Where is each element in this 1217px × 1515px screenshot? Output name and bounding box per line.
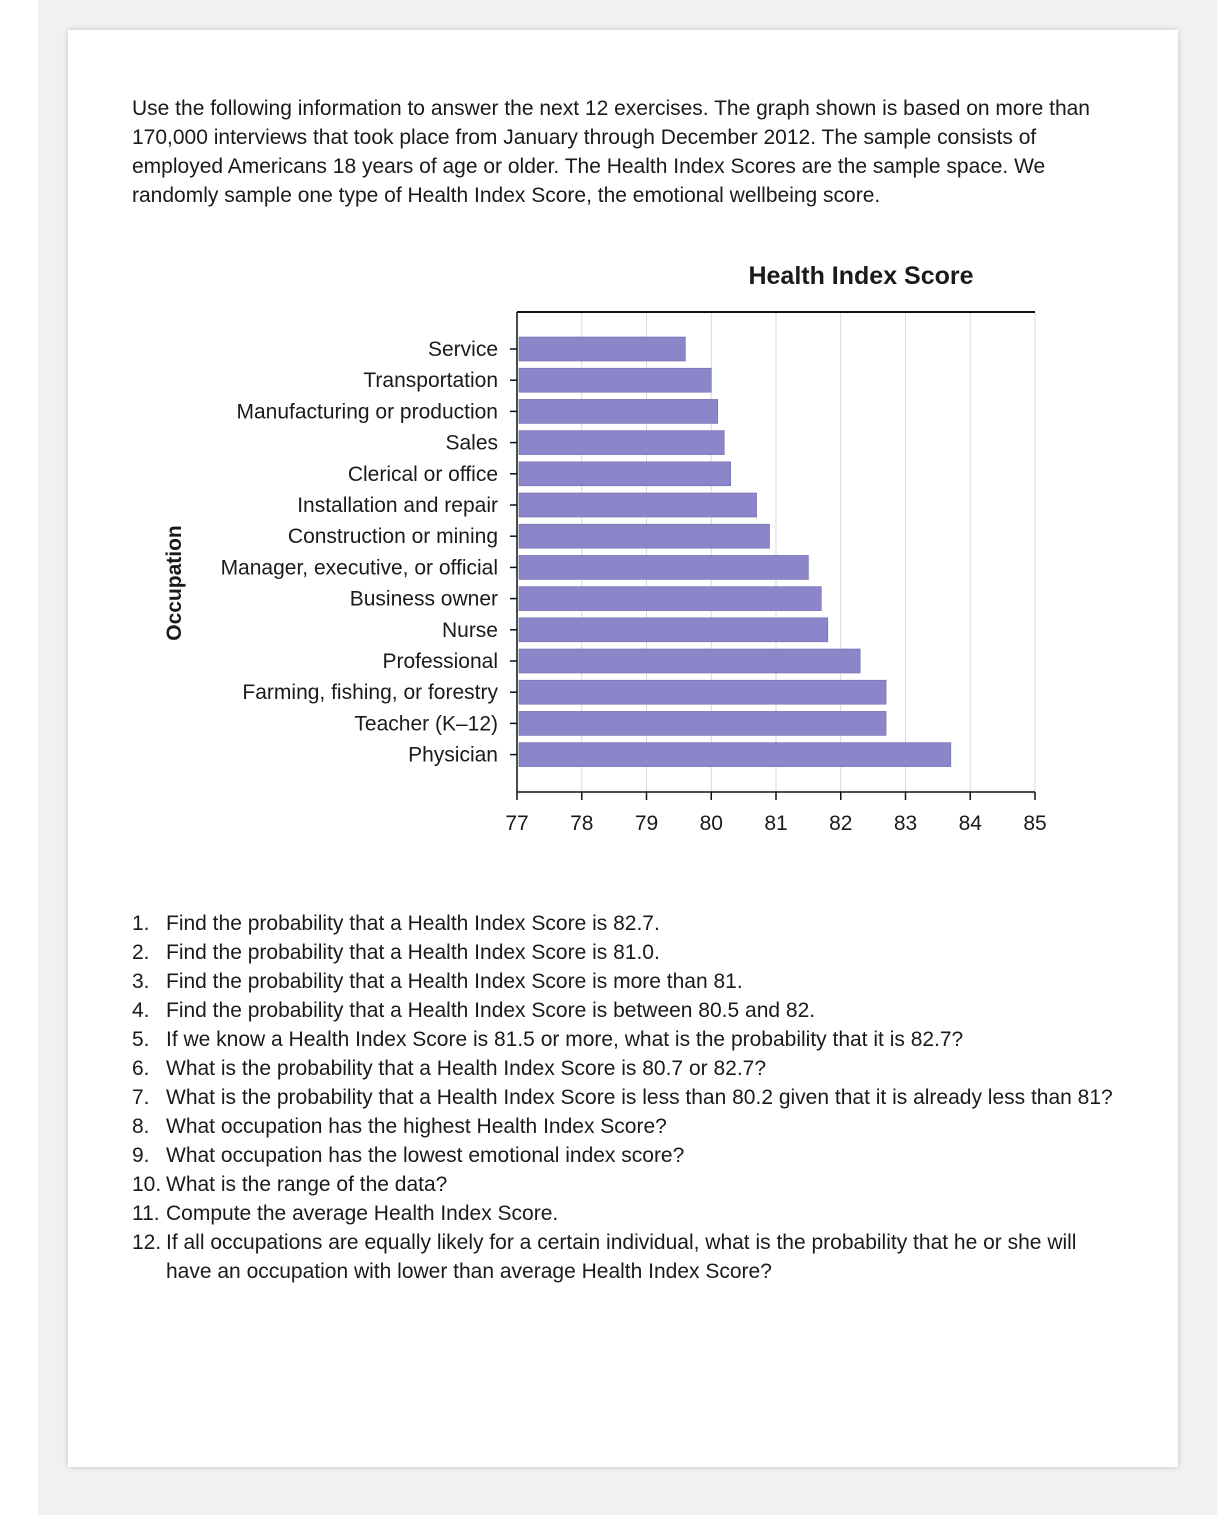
question-number: 8. [132,1115,150,1138]
category-label: Service [427,338,498,361]
intro-paragraph: Use the following information to answer the next 12 exercises. The graph shown is based on more than 170,000 interviews that took place from January through December 2012. The sample consists of employed Americans 18 years of age or older. The Health Index Scores are the sample space. We randomly sample one type of Health Index Score, the emotional wellbeing score. [132,97,1090,207]
document-page [68,30,1178,1467]
x-tick-label: 80 [699,812,723,835]
question-number: 5. [132,1028,150,1051]
category-label: Clerical or office [347,462,498,486]
category-label: Farming, fishing, or forestry [242,681,498,705]
question-item [132,1112,1122,1141]
bar [519,493,757,517]
question-number: 7. [132,1086,150,1109]
question-item [132,996,1122,1025]
question-text: What occupation has the highest Health Index Score? [166,1115,667,1138]
question-item [132,1228,1122,1286]
bar [519,680,886,704]
question-list [132,909,1122,1286]
bar [519,399,718,423]
x-tick-label: 84 [958,812,982,835]
category-label: Construction or mining [287,525,498,549]
bar [519,743,951,767]
chart-title: Health Index Score [748,262,974,290]
question-item [132,1141,1122,1170]
question-text: If all occupations are equally likely for a certain individual, what is the probability that he or she will have an occupation with lower than average Health Index Score? [166,1231,1077,1283]
bar [519,368,711,392]
question-text: Find the probability that a Health Index Score is 82.7. [166,912,660,935]
question-text: Compute the average Health Index Score. [166,1202,559,1225]
x-tick-label: 81 [764,812,788,835]
x-tick-label: 79 [634,812,659,835]
question-item [132,1199,1122,1228]
category-label: Transportation [363,369,498,393]
bar [519,555,808,579]
category-label: Sales [445,431,498,455]
bar [519,711,886,735]
question-text: What occupation has the lowest emotional index score? [166,1144,685,1167]
question-text: Find the probability that a Health Index Score is more than 81. [166,970,743,993]
question-number: 12. [132,1231,162,1254]
question-item [132,938,1122,967]
question-number: 3. [132,970,150,993]
question-number: 2. [132,941,150,964]
x-tick-label: 82 [829,812,853,835]
category-label: Manufacturing or production [236,400,498,424]
question-number: 11. [132,1202,160,1225]
bar [519,587,821,611]
question-number: 10. [132,1173,162,1196]
question-item [132,1025,1122,1054]
question-text: What is the probability that a Health Index Score is 80.7 or 82.7? [166,1057,767,1080]
health-index-bar-chart [68,30,1178,860]
category-label: Physician [408,743,498,767]
question-text: If we know a Health Index Score is 81.5 or more, what is the probability that it is 82.7? [166,1028,964,1051]
bar [519,431,724,455]
category-label: Business owner [349,587,498,611]
question-item [132,1054,1122,1083]
bar [519,649,860,673]
question-text: What is the probability that a Health Index Score is less than 80.2 given that it is already less than 81? [166,1086,1113,1109]
question-item [132,909,1122,938]
bar [519,337,685,361]
question-number: 6. [132,1057,150,1080]
x-tick-label: 85 [1023,812,1047,835]
question-text: Find the probability that a Health Index Score is between 80.5 and 82. [166,999,816,1022]
question-item [132,1170,1122,1199]
category-label: Manager, executive, or official [220,556,498,580]
x-tick-label: 83 [893,812,918,835]
question-item [132,967,1122,996]
category-label: Professional [382,650,498,673]
category-label: Nurse [441,618,498,642]
question-text: Find the probability that a Health Index Score is 81.0. [166,941,660,964]
y-axis-label: Occupation [163,525,186,641]
category-label: Teacher (K–12) [354,712,498,736]
question-text: What is the range of the data? [166,1173,448,1196]
question-number: 1. [132,912,150,935]
category-label: Installation and repair [297,494,498,517]
x-tick-label: 78 [570,812,594,835]
question-number: 9. [132,1144,150,1167]
x-tick-label: 77 [505,812,529,835]
bar [519,524,770,548]
question-number: 4. [132,999,150,1022]
bar [519,462,731,486]
question-item [132,1083,1122,1112]
bar [519,618,828,642]
